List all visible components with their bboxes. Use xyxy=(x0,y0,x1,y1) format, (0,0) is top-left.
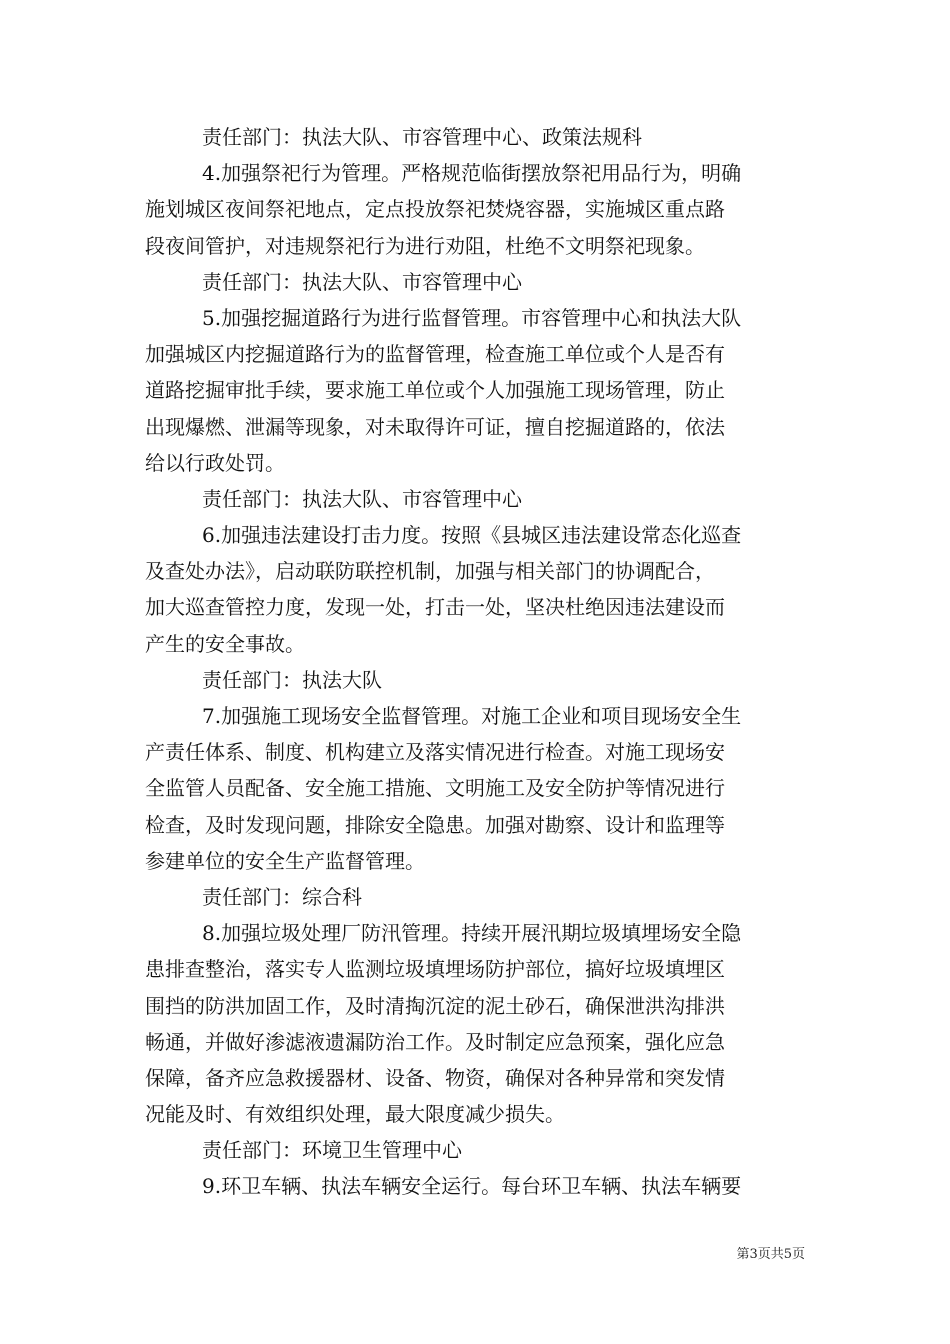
text-line: 责任部门：执法大队 xyxy=(202,667,382,692)
text-line: 加大巡查管控力度，发现一处，打击一处，坚决杜绝因违法建设而 xyxy=(145,595,725,620)
text-line: 给以行政处罚。 xyxy=(145,450,285,475)
text-line: 围挡的防洪加固工作，及时清掏沉淀的泥土砂石，确保泄洪沟排洪 xyxy=(145,993,725,1018)
text-line: 4.加强祭祀行为管理。严格规范临街摆放祭祀用品行为，明确 xyxy=(202,161,742,186)
text-line: 况能及时、有效组织处理，最大限度减少损失。 xyxy=(145,1102,565,1127)
text-line: 道路挖掘审批手续，要求施工单位或个人加强施工现场管理，防止 xyxy=(145,378,725,403)
text-line: 患排查整治，落实专人监测垃圾填埋场防护部位，搞好垃圾填埋区 xyxy=(145,957,725,982)
text-line: 施划城区夜间祭祀地点，定点投放祭祀焚烧容器，实施城区重点路 xyxy=(145,197,725,222)
text-line: 8.加强垃圾处理厂防汛管理。持续开展汛期垃圾填埋场安全隐 xyxy=(202,921,742,946)
text-line: 检查，及时发现问题，排除安全隐患。加强对勘察、设计和监理等 xyxy=(145,812,725,837)
text-line: 加强城区内挖掘道路行为的监督管理，检查施工单位或个人是否有 xyxy=(145,342,725,367)
text-line: 出现爆燃、泄漏等现象，对未取得许可证，擅自挖掘道路的，依法 xyxy=(145,414,725,439)
text-line: 责任部门：执法大队、市容管理中心 xyxy=(202,269,522,294)
text-line: 畅通，并做好渗滤液遗漏防治工作。及时制定应急预案，强化应急 xyxy=(145,1029,725,1054)
text-line: 产生的安全事故。 xyxy=(145,631,305,656)
text-line: 保障，备齐应急救援器材、设备、物资，确保对各种异常和突发情 xyxy=(145,1065,725,1090)
text-line: 6.加强违法建设打击力度。按照《县城区违法建设常态化巡查 xyxy=(202,523,742,548)
text-line: 全监管人员配备、安全施工措施、文明施工及安全防护等情况进行 xyxy=(145,776,725,801)
text-line: 责任部门：综合科 xyxy=(202,884,362,909)
text-line: 责任部门：环境卫生管理中心 xyxy=(202,1138,462,1163)
text-line: 及查处办法》，启动联防联控机制，加强与相关部门的协调配合， xyxy=(145,559,715,584)
text-line: 产责任体系、制度、机构建立及落实情况进行检查。对施工现场安 xyxy=(145,740,725,765)
text-line: 责任部门：执法大队、市容管理中心 xyxy=(202,486,522,511)
text-line: 参建单位的安全生产监督管理。 xyxy=(145,848,425,873)
text-line: 责任部门：执法大队、市容管理中心、政策法规科 xyxy=(202,125,642,149)
text-line: 9.环卫车辆、执法车辆安全运行。每台环卫车辆、执法车辆要 xyxy=(202,1174,742,1199)
text-line: 段夜间管护，对违规祭祀行为进行劝阻，杜绝不文明祭祀现象。 xyxy=(145,233,705,258)
page-number: 第3页共5页 xyxy=(736,1247,805,1262)
document-body xyxy=(145,119,807,1205)
text-line: 7.加强施工现场安全监督管理。对施工企业和项目现场安全生 xyxy=(202,704,742,728)
text-line: 5.加强挖掘道路行为进行监督管理。市容管理中心和执法大队 xyxy=(202,305,742,330)
